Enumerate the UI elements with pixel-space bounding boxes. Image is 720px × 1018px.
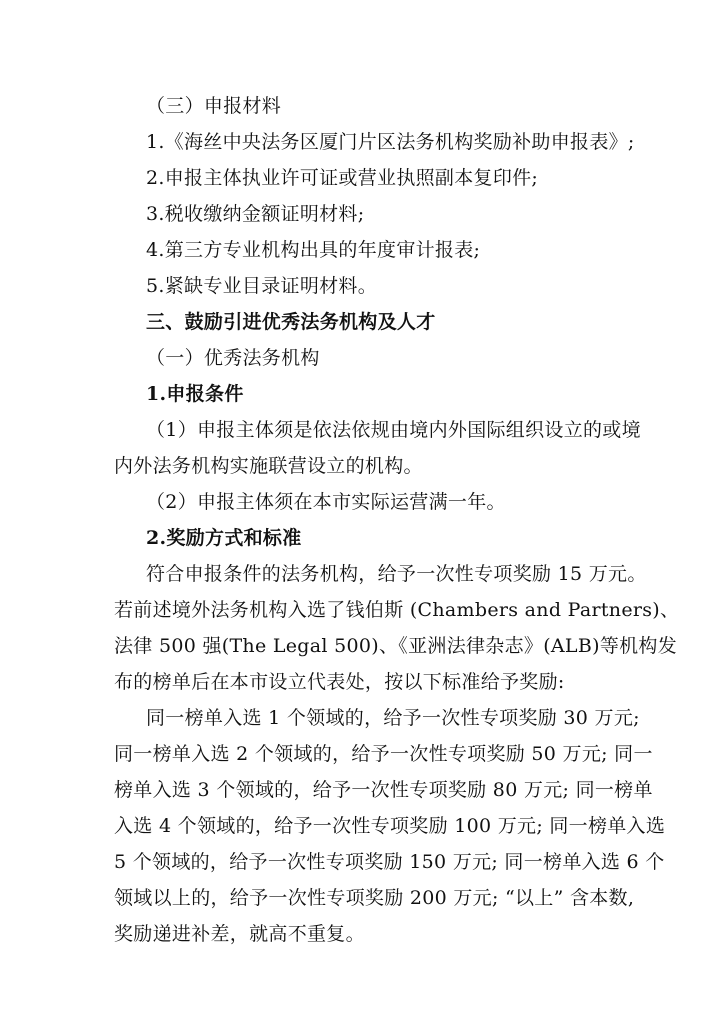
conditions-item-2: （2）申报主体须在本市实际运营满一年。 — [146, 491, 506, 513]
rewards-heading: 2.奖励方式和标准 — [146, 527, 302, 549]
conditions-item-1-line-2: 内外法务机构实施联营设立的机构。 — [114, 455, 423, 477]
materials-item-2: 2.申报主体执业许可证或营业执照副本复印件; — [146, 167, 539, 189]
rewards-para-2-line-4: 入选 4 个领域的，给予一次性专项奖励 100 万元; 同一榜单入选 — [114, 815, 666, 837]
rewards-para-2-line-2: 同一榜单入选 2 个领域的，给予一次性专项奖励 50 万元; 同一 — [114, 743, 653, 765]
section-three-subheading: （一）优秀法务机构 — [146, 347, 320, 369]
conditions-item-1-line-1: （1）申报主体须是依法依规由境内外国际组织设立的或境 — [146, 419, 641, 441]
rewards-para-2-line-1: 同一榜单入选 1 个领域的，给予一次性专项奖励 30 万元; — [146, 707, 640, 729]
rewards-para-2-line-6: 领域以上的，给予一次性专项奖励 200 万元; “以上” 含本数, — [114, 887, 635, 909]
rewards-para-2-line-5: 5 个领域的，给予一次性专项奖励 150 万元; 同一榜单入选 6 个 — [114, 851, 665, 873]
rewards-para-1-line-3: 法律 500 强(The Legal 500)、《亚洲法律杂志》(ALB)等机构发 — [114, 635, 678, 657]
rewards-para-1-line-2: 若前述境外法务机构入选了钱伯斯 (Chambers and Partners)、 — [114, 599, 680, 621]
rewards-para-2-line-7: 奖励递进补差，就高不重复。 — [114, 923, 365, 945]
materials-heading: （三）申报材料 — [146, 95, 282, 117]
rewards-para-1-line-4: 布的榜单后在本市设立代表处，按以下标准给予奖励: — [114, 671, 565, 693]
rewards-para-1-line-1: 符合申报条件的法务机构，给予一次性专项奖励 15 万元。 — [146, 563, 647, 585]
materials-item-3: 3.税收缴纳金额证明材料; — [146, 203, 365, 225]
section-three-heading: 三、鼓励引进优秀法务机构及人才 — [146, 311, 436, 333]
materials-item-4: 4.第三方专业机构出具的年度审计报表; — [146, 239, 481, 261]
materials-item-5: 5.紧缺专业目录证明材料。 — [146, 275, 378, 297]
conditions-heading: 1.申报条件 — [146, 383, 244, 405]
materials-item-1: 1.《海丝中央法务区厦门片区法务机构奖励补助申报表》; — [146, 131, 635, 153]
rewards-para-2-line-3: 榜单入选 3 个领域的，给予一次性专项奖励 80 万元; 同一榜单 — [114, 779, 653, 801]
